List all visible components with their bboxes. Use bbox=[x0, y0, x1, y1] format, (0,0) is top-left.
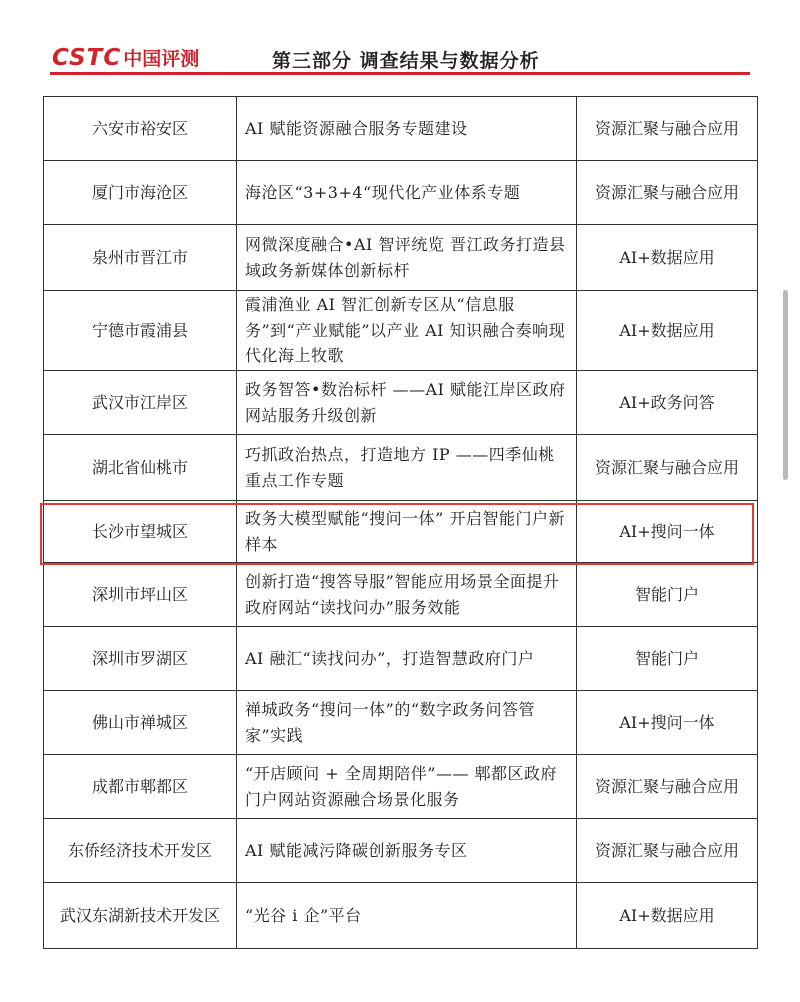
category-cell: 资源汇聚与融合应用 bbox=[577, 819, 758, 883]
category-cell: AI+数据应用 bbox=[577, 225, 758, 291]
category-cell: AI+搜问一体 bbox=[577, 501, 758, 563]
table-row bbox=[44, 755, 758, 819]
table-row bbox=[44, 225, 758, 291]
description-cell: 巧抓政治热点，打造地方 IP ——四季仙桃重点工作专题 bbox=[237, 435, 577, 501]
region-cell: 宁德市霞浦县 bbox=[44, 291, 237, 371]
region-cell: 佛山市禅城区 bbox=[44, 691, 237, 755]
category-cell: 资源汇聚与融合应用 bbox=[577, 161, 758, 225]
description-cell: AI 赋能减污降碳创新服务专区 bbox=[237, 819, 577, 883]
description-cell: AI 融汇“读找问办”，打造智慧政府门户 bbox=[237, 627, 577, 691]
description-cell: 禅城政务“搜问一体”的“数字政务问答管家”实践 bbox=[237, 691, 577, 755]
region-cell: 深圳市罗湖区 bbox=[44, 627, 237, 691]
category-cell: AI+数据应用 bbox=[577, 291, 758, 371]
category-cell: AI+搜问一体 bbox=[577, 691, 758, 755]
category-cell: 资源汇聚与融合应用 bbox=[577, 435, 758, 501]
table-row bbox=[44, 691, 758, 755]
category-cell: 智能门户 bbox=[577, 563, 758, 627]
table-row bbox=[44, 291, 758, 371]
region-cell: 厦门市海沧区 bbox=[44, 161, 237, 225]
logo-text: 中国评测 bbox=[123, 48, 200, 70]
description-cell: AI 赋能资源融合服务专题建设 bbox=[237, 97, 577, 161]
description-cell: 霞浦渔业 AI 智汇创新专区从“信息服务”到“产业赋能”以产业 AI 知识融合奏响现代化海上牧歌 bbox=[237, 291, 577, 371]
category-cell: 资源汇聚与融合应用 bbox=[577, 97, 758, 161]
table-row bbox=[44, 627, 758, 691]
region-cell: 泉州市晋江市 bbox=[44, 225, 237, 291]
section-title: 第三部分 调查结果与数据分析 bbox=[272, 50, 540, 72]
description-cell: 政务大模型赋能“搜问一体” 开启智能门户新样本 bbox=[237, 501, 577, 563]
description-cell: 创新打造“搜答导服”智能应用场景全面提升政府网站“读找问办”服务效能 bbox=[237, 563, 577, 627]
table-row bbox=[44, 97, 758, 161]
scrollbar[interactable] bbox=[783, 290, 788, 480]
header-rule bbox=[50, 72, 750, 75]
table-row bbox=[44, 883, 758, 949]
table-row bbox=[44, 161, 758, 225]
region-cell: 武汉市江岸区 bbox=[44, 371, 237, 435]
description-cell: 网微深度融合•AI 智评统览 晋江政务打造县域政务新媒体创新标杆 bbox=[237, 225, 577, 291]
description-cell: “光谷 i 企”平台 bbox=[237, 883, 577, 949]
region-cell: 长沙市望城区 bbox=[44, 501, 237, 563]
category-cell: 资源汇聚与融合应用 bbox=[577, 755, 758, 819]
category-cell: AI+数据应用 bbox=[577, 883, 758, 949]
region-cell: 武汉东湖新技术开发区 bbox=[44, 883, 237, 949]
description-cell: 海沧区“3+3+4“现代化产业体系专题 bbox=[237, 161, 577, 225]
table-row bbox=[44, 371, 758, 435]
region-cell: 东侨经济技术开发区 bbox=[44, 819, 237, 883]
description-cell: “开店顾问 + 全周期陪伴”—— 郫都区政府门户网站资源融合场景化服务 bbox=[237, 755, 577, 819]
table-row bbox=[44, 819, 758, 883]
logo-mark: CSTC bbox=[52, 45, 122, 71]
description-cell: 政务智答•数治标杆 ——AI 赋能江岸区政府网站服务升级创新 bbox=[237, 371, 577, 435]
category-cell: AI+政务问答 bbox=[577, 371, 758, 435]
page-header bbox=[0, 0, 800, 80]
cstc-logo bbox=[52, 44, 199, 72]
category-cell: 智能门户 bbox=[577, 627, 758, 691]
region-cell: 成都市郫都区 bbox=[44, 755, 237, 819]
table-row bbox=[44, 563, 758, 627]
results-table bbox=[43, 96, 758, 949]
region-cell: 六安市裕安区 bbox=[44, 97, 237, 161]
region-cell: 深圳市坪山区 bbox=[44, 563, 237, 627]
region-cell: 湖北省仙桃市 bbox=[44, 435, 237, 501]
table-row bbox=[44, 435, 758, 501]
table-row bbox=[44, 501, 758, 563]
